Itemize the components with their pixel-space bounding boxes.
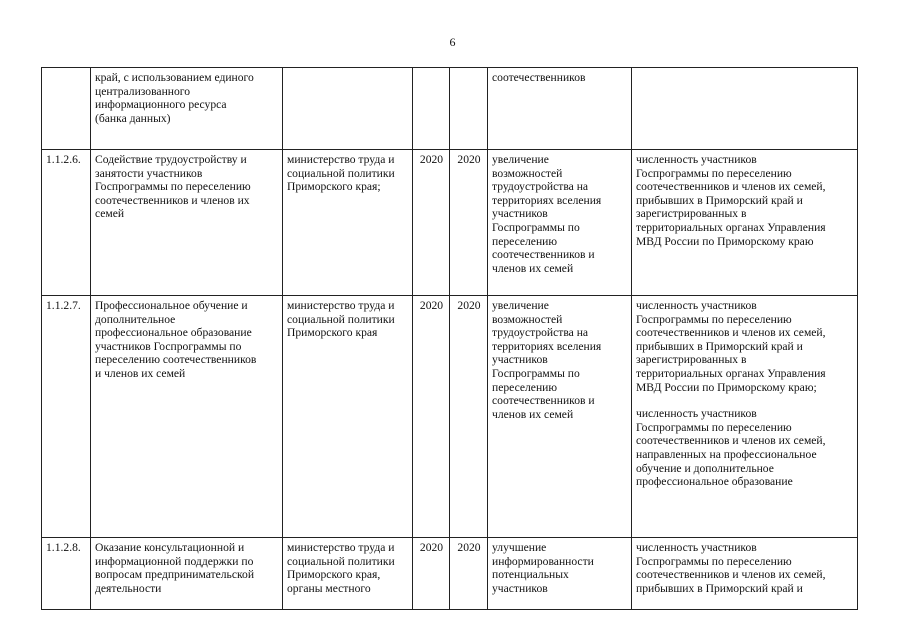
text-line: информационного ресурса xyxy=(95,98,227,112)
year-start-cell xyxy=(413,538,450,610)
text-line: численность участников xyxy=(636,407,757,421)
text-line: возможностей xyxy=(492,166,563,180)
event-name-cell xyxy=(91,538,283,610)
text-line: членов их семей xyxy=(492,407,574,421)
text-line: участников xyxy=(492,353,548,367)
text-line: Госпрограммы по xyxy=(492,366,580,380)
text-line: МВД России по Приморскому краю; xyxy=(636,380,817,394)
text-line: соотечественников и членов их семей, xyxy=(636,434,826,448)
year-start-text: 2020 xyxy=(419,299,444,312)
event-number-text: 1.1.2.6. xyxy=(46,153,81,166)
text-line: участников Госпрограммы по xyxy=(95,339,242,353)
text-line: увеличение xyxy=(492,299,549,312)
year-end-cell xyxy=(450,296,488,538)
event-number-cell xyxy=(42,296,91,538)
year-end-cell xyxy=(450,68,488,150)
expected-result-cell xyxy=(488,150,632,296)
text-line: Оказание консультационной и xyxy=(95,541,245,554)
year-start-text: 2020 xyxy=(419,541,444,554)
expected-result-cell xyxy=(488,68,632,150)
text-line: социальной политики xyxy=(287,312,395,326)
year-start-cell xyxy=(413,68,450,150)
event-name-cell xyxy=(91,296,283,538)
text-line: Приморского края, xyxy=(287,568,381,582)
text-line: возможностей xyxy=(492,312,563,326)
text-line: профессиональное образование xyxy=(95,326,252,340)
year-start-text: 2020 xyxy=(419,153,444,166)
text-line: участников xyxy=(492,581,548,595)
text-line: соотечественников и членов их семей, xyxy=(636,180,826,194)
text-line: министерство труда и xyxy=(287,153,395,166)
event-number-cell xyxy=(42,538,91,610)
expected-result-cell xyxy=(488,538,632,610)
text-line: территориях вселения xyxy=(492,193,602,207)
paragraph-gap xyxy=(636,394,854,407)
text-line: прибывших в Приморский край и xyxy=(636,193,803,207)
event-name-cell xyxy=(91,68,283,150)
text-line: соотечественников xyxy=(492,71,586,84)
text-line: Профессиональное обучение и xyxy=(95,299,248,312)
text-line: МВД России по Приморскому краю xyxy=(636,234,814,248)
text-line: членов их семей xyxy=(492,261,574,275)
text-line: соотечественников и членов их семей, xyxy=(636,568,826,582)
executor-cell xyxy=(283,296,413,538)
indicator-cell xyxy=(632,538,858,610)
text-line: прибывших в Приморский край и xyxy=(636,339,803,353)
year-end-text: 2020 xyxy=(457,299,481,312)
text-line: зарегистрированных в xyxy=(636,353,747,367)
page-number: 6 xyxy=(449,35,456,49)
text-line: переселению xyxy=(492,234,558,248)
expected-result-cell xyxy=(488,296,632,538)
text-line: дополнительное xyxy=(95,312,176,326)
table-row xyxy=(42,538,858,610)
text-line: соотечественников и членов их xyxy=(95,193,250,207)
indicator-cell xyxy=(632,68,858,150)
text-line: вопросам предпринимательской xyxy=(95,568,255,582)
year-end-cell xyxy=(450,538,488,610)
text-line: территориальных органах Управления xyxy=(636,366,826,380)
text-line: территориях вселения xyxy=(492,339,602,353)
text-line: Госпрограммы по переселению xyxy=(636,420,792,434)
text-line: централизованного xyxy=(95,84,191,98)
text-line: органы местного xyxy=(287,581,371,595)
text-line: переселению xyxy=(492,380,558,394)
text-line: Госпрограммы по переселению xyxy=(636,166,792,180)
text-line: численность участников xyxy=(636,299,757,312)
text-line: информированности xyxy=(492,554,594,568)
text-line: профессиональное образование xyxy=(636,475,793,489)
text-line: трудоустройства на xyxy=(492,180,589,194)
year-start-cell xyxy=(413,296,450,538)
text-line: Госпрограммы по переселению xyxy=(636,312,792,326)
year-end-text: 2020 xyxy=(457,153,481,166)
event-number-cell xyxy=(42,150,91,296)
text-line: Приморского края xyxy=(287,326,378,340)
table-row xyxy=(42,150,858,296)
year-end-cell xyxy=(450,150,488,296)
executor-cell xyxy=(283,68,413,150)
text-line: министерство труда и xyxy=(287,541,395,554)
text-line: Содействие трудоустройству и xyxy=(95,153,247,166)
text-line: соотечественников и xyxy=(492,394,595,408)
year-start-cell xyxy=(413,150,450,296)
text-line: улучшение xyxy=(492,541,547,554)
text-line: министерство труда и xyxy=(287,299,395,312)
executor-cell xyxy=(283,150,413,296)
table-row xyxy=(42,68,858,150)
text-line: социальной политики xyxy=(287,166,395,180)
text-line: участников xyxy=(492,207,548,221)
text-line: территориальных органах Управления xyxy=(636,220,826,234)
event-number-cell xyxy=(42,68,91,150)
text-line: увеличение xyxy=(492,153,549,166)
text-line: направленных на профессиональное xyxy=(636,447,817,461)
event-number-text: 1.1.2.7. xyxy=(46,299,81,312)
text-line: Госпрограммы по xyxy=(492,220,580,234)
event-name-cell xyxy=(91,150,283,296)
text-line: и членов их семей xyxy=(95,366,186,380)
text-line: трудоустройства на xyxy=(492,326,589,340)
text-line: прибывших в Приморский край и xyxy=(636,581,803,595)
program-events-table xyxy=(41,67,858,610)
text-line: (банка данных) xyxy=(95,111,171,125)
text-line: Госпрограммы по переселению xyxy=(95,180,251,194)
indicator-cell xyxy=(632,296,858,538)
text-line: информационной поддержки по xyxy=(95,554,254,568)
text-line: социальной политики xyxy=(287,554,395,568)
text-line: потенциальных xyxy=(492,568,569,582)
text-line: соотечественников и xyxy=(492,248,595,262)
text-line: край, с использованием единого xyxy=(95,71,254,84)
text-line: занятости участников xyxy=(95,166,203,180)
text-line: семей xyxy=(95,207,125,221)
text-line: Госпрограммы по переселению xyxy=(636,554,792,568)
executor-cell xyxy=(283,538,413,610)
text-line: соотечественников и членов их семей, xyxy=(636,326,826,340)
text-line: переселению соотечественников xyxy=(95,353,257,367)
text-line: деятельности xyxy=(95,581,162,595)
text-line: Приморского края; xyxy=(287,180,381,194)
text-line: зарегистрированных в xyxy=(636,207,747,221)
text-line: численность участников xyxy=(636,153,757,166)
year-end-text: 2020 xyxy=(457,541,481,554)
event-number-text: 1.1.2.8. xyxy=(46,541,81,554)
text-line: численность участников xyxy=(636,541,757,554)
indicator-cell xyxy=(632,150,858,296)
table-row xyxy=(42,296,858,538)
text-line: обучение и дополнительное xyxy=(636,461,774,475)
table-body xyxy=(42,68,858,610)
